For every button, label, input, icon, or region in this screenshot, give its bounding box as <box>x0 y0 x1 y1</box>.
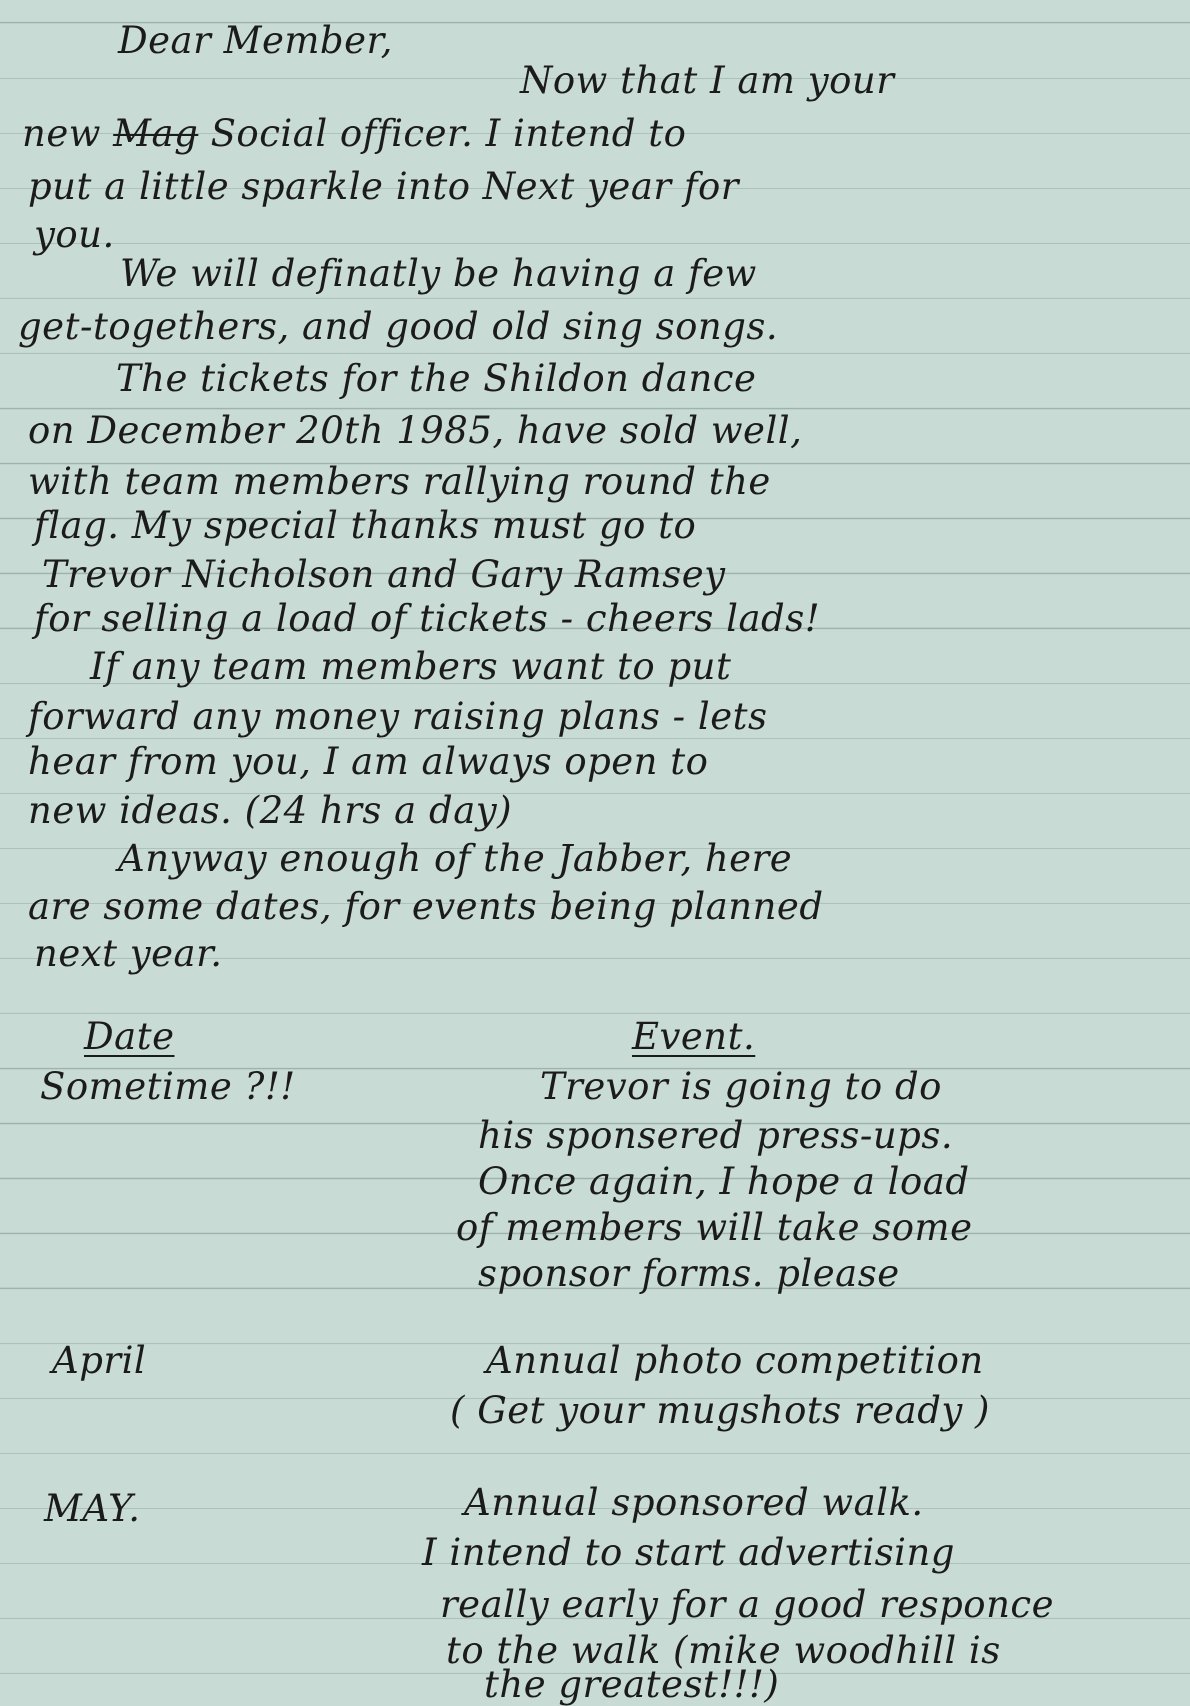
event-line: ( Get your mugshots ready ) <box>450 1389 990 1432</box>
letter-line: Trevor Nicholson and Gary Ramsey <box>42 553 726 596</box>
event-line: of members will take some <box>456 1206 973 1249</box>
letter-line: put a little sparkle into Next year for <box>28 165 739 208</box>
event-date: April <box>52 1339 147 1382</box>
event-column-header: Event. <box>632 1015 756 1058</box>
letter-text: Social officer. I intend to <box>210 112 687 155</box>
letter-line: Now that I am your <box>520 59 895 102</box>
letter-line: We will definatly be having a few <box>120 252 757 295</box>
letter-line: for selling a load of tickets - cheers lads! <box>34 597 821 640</box>
letter-line: forward any money raising plans - lets <box>28 695 768 738</box>
event-line: Once again, I hope a load <box>478 1160 970 1203</box>
letter-line: are some dates, for events being planned <box>28 885 824 928</box>
date-column-header: Date <box>84 1015 175 1058</box>
letter-line: get-togethers, and good old sing songs. <box>18 305 779 348</box>
letter-line: with team members rallying round the <box>28 460 771 503</box>
letter-line: flag. My special thanks must go to <box>34 504 697 547</box>
event-line: to the walk (mike woodhill is <box>446 1629 1001 1672</box>
letter-line: Anyway enough of the Jabber, here <box>118 837 793 880</box>
event-date: Sometime ?!! <box>40 1065 296 1108</box>
letter-line: new ideas. (24 hrs a day) <box>28 789 513 832</box>
letter-line: If any team members want to put <box>90 645 732 688</box>
event-line: I intend to start advertising <box>422 1531 955 1574</box>
letter-line <box>22 112 687 155</box>
event-line: his sponsered press-ups. <box>478 1114 954 1157</box>
event-line: really early for a good responce <box>440 1583 1055 1626</box>
letter-line: on December 20th 1985, have sold well, <box>28 409 803 452</box>
struck-word: Mag <box>113 112 199 155</box>
event-line: sponsor forms. please <box>478 1252 900 1295</box>
letter-line: hear from you, I am always open to <box>28 740 709 783</box>
greeting: Dear Member, <box>118 19 393 62</box>
event-line: Annual sponsored walk. <box>464 1481 924 1524</box>
letter-text: new <box>22 112 101 155</box>
event-line: Trevor is going to do <box>540 1065 942 1108</box>
letter-line: The tickets for the Shildon dance <box>116 357 757 400</box>
letter-line: next year. <box>34 932 223 975</box>
letter-line: you. <box>34 213 115 256</box>
event-date: MAY. <box>44 1487 141 1530</box>
event-line: the greatest!!!) <box>484 1663 780 1706</box>
event-line: Annual photo competition <box>486 1339 984 1382</box>
